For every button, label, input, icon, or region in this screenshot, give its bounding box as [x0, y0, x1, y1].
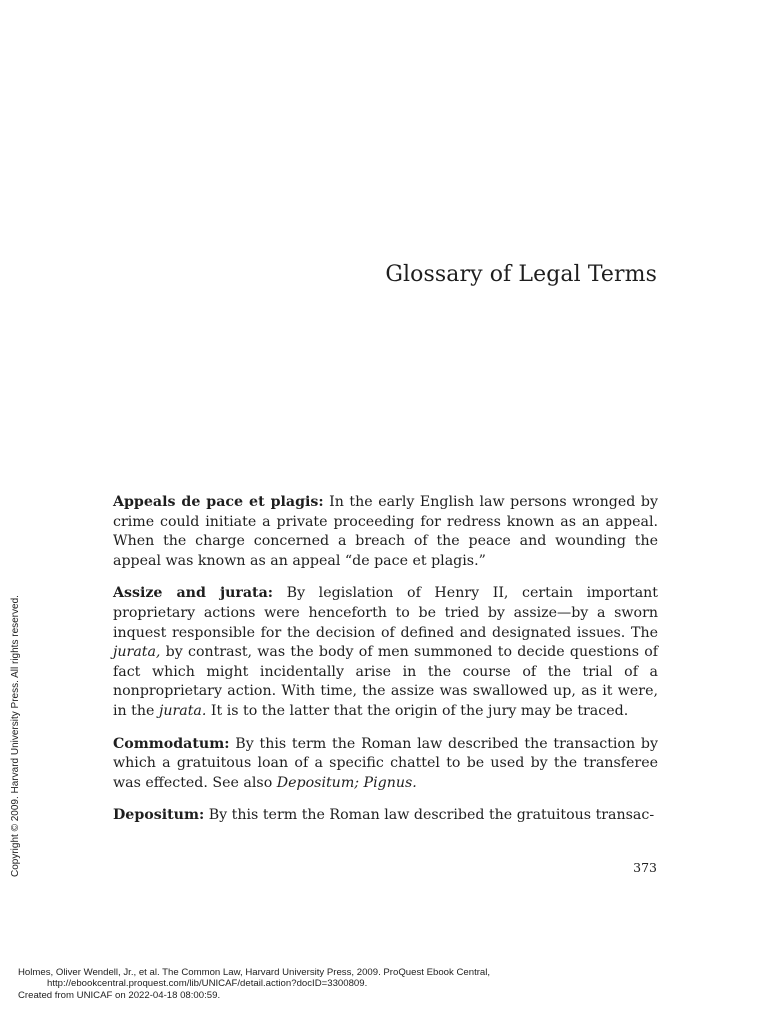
- glossary-definition: By this term the Roman law described the gratuitous transac-: [204, 807, 655, 824]
- glossary-term: Assize and jurata:: [113, 585, 274, 602]
- glossary-entry-commodatum: [113, 735, 658, 794]
- glossary-definition: It is to the latter that the origin of the jury may be traced.: [206, 702, 629, 719]
- glossary-term: Commodatum:: [113, 735, 230, 752]
- glossary-term: Depositum:: [113, 807, 205, 824]
- citation-footer: [18, 967, 490, 1001]
- glossary-term: Appeals de pace et plagis:: [113, 494, 324, 510]
- glossary-definition: By this term the Roman law described the transaction by which a gratuitous loan of a specific chattel to be used by the transferee was effected. See also: [113, 735, 658, 791]
- glossary-definition: By legislation of Henry II, certain important proprietary actions were henceforth to be tried by assize—by a sworn inquest responsible for the decision of defined and designated issues. The: [113, 585, 658, 641]
- citation-url: http://ebookcentral.proquest.com/lib/UNICAF/detail.action?docID=3300809.: [47, 978, 368, 990]
- glossary-definition-italic: jurata,: [113, 644, 161, 661]
- glossary-definition: by contrast, was the body of men summoned to decide questions of fact which might incidentally arise in the course of the trial of a nonproprietary action. With time, the assize was swallowed up, as it were, in the: [113, 644, 658, 719]
- copyright-margin-note: Copyright © 2009. Harvard University Press. All rights reserved.: [10, 595, 21, 877]
- glossary-definition-italic: Depositum; Pignus.: [276, 774, 417, 791]
- glossary-entry-depositum: [113, 806, 658, 826]
- glossary-entry-appeals: [113, 493, 658, 571]
- glossary-entry-assize: [113, 584, 658, 721]
- glossary-entries: [113, 493, 658, 839]
- glossary-definition: In the early English law persons wronged by crime could initiate a private proceeding for redress known as an appeal. When the charge concerned a breach of the peace and wounding the appeal was known as an appeal “de pace et plagis.”: [113, 494, 658, 569]
- page-title: Glossary of Legal Terms: [385, 262, 657, 287]
- glossary-definition-italic: jurata.: [158, 702, 207, 719]
- page-number: 373: [633, 860, 657, 875]
- citation-line: Holmes, Oliver Wendell, Jr., et al. The Common Law, Harvard University Press, 2009. ProQuest Ebook Central,: [18, 967, 491, 978]
- citation-created: Created from UNICAF on 2022-04-18 08:00:59.: [18, 989, 221, 1001]
